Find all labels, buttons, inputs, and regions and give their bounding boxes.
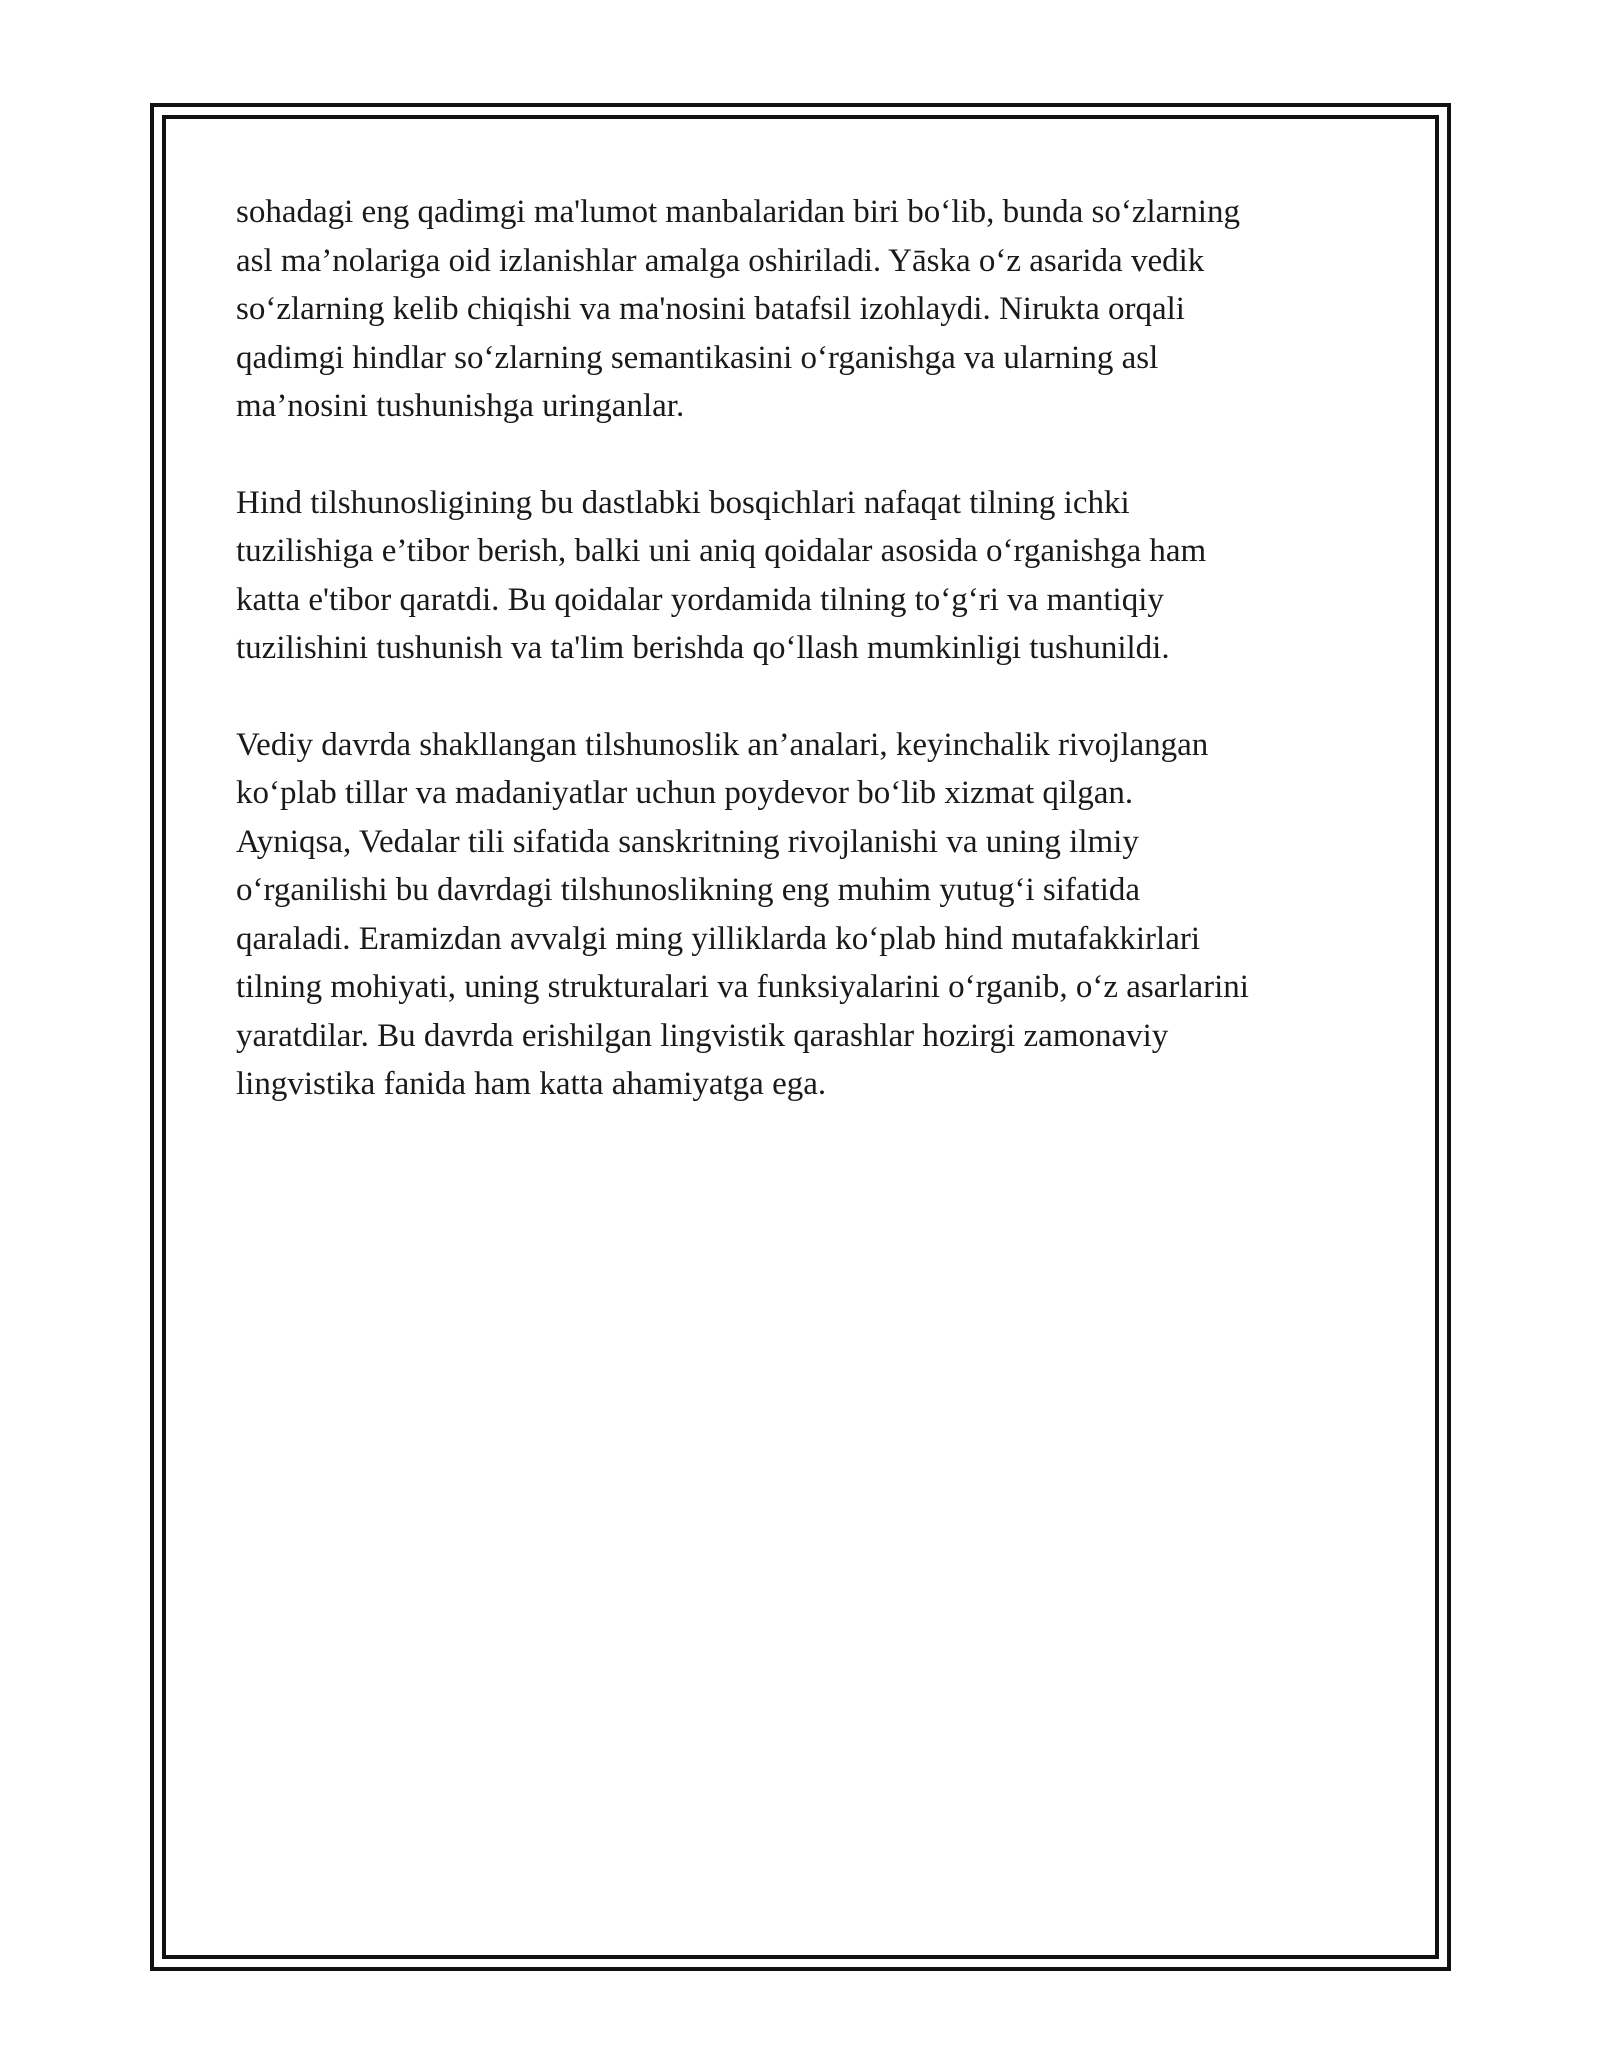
text-line: so‘zlarning kelib chiqishi va ma'nosini batafsil izohlaydi. Nirukta orqali [236,291,1185,327]
text-line: sohadagi eng qadimgi ma'lumot manbalaridan biri bo‘lib, bunda so‘zlarning [236,194,1240,230]
paragraph-2 [236,479,1376,673]
text-line: katta e'tibor qaratdi. Bu qoidalar yordamida tilning to‘g‘ri va mantiqiy [236,581,1164,618]
document-body [236,188,1376,1157]
paragraph-1 [236,188,1376,431]
text-line: tilning mohiyati, uning strukturalari va funksiyalarini o‘rganib, o‘z asarlarini [236,969,1249,1005]
text-line: tuzilishiga e’tibor berish, balki uni aniq qoidalar asosida o‘rganishga ham [236,533,1207,569]
paragraph-3 [236,721,1376,1109]
text-line: tuzilishini tushunish va ta'lim berishda qo‘llash mumkinligi tushunildi. [236,630,1170,666]
text-line: qaraladi. Eramizdan avvalgi ming yilliklarda ko‘plab hind mutafakkirlari [236,920,1201,957]
text-line: o‘rganilishi bu davrdagi tilshunoslikning eng muhim yutug‘i sifatida [236,872,1141,908]
text-line: ma’nosini tushunishga uringanlar. [236,388,685,424]
text-line: Hind tilshunosligining bu dastlabki bosqichlari nafaqat tilning ichki [236,484,1130,521]
text-line: yaratdilar. Bu davrda erishilgan lingvistik qarashlar hozirgi zamonaviy [236,1017,1169,1054]
text-line: asl ma’nolariga oid izlanishlar amalga oshiriladi. Yāska o‘z asarida vedik [236,242,1205,279]
text-line: Vediy davrda shakllangan tilshunoslik an’analari, keyinchalik rivojlangan [236,726,1209,763]
text-line: Ayniqsa, Vedalar tili sifatida sanskritning rivojlanishi va uning ilmiy [236,823,1139,860]
text-line: qadimgi hindlar so‘zlarning semantikasini o‘rganishga va ularning asl [236,339,1159,376]
text-line: lingvistika fanida ham katta ahamiyatga ega. [236,1066,827,1102]
text-line: ko‘plab tillar va madaniyatlar uchun poydevor bo‘lib xizmat qilgan. [236,775,1134,811]
